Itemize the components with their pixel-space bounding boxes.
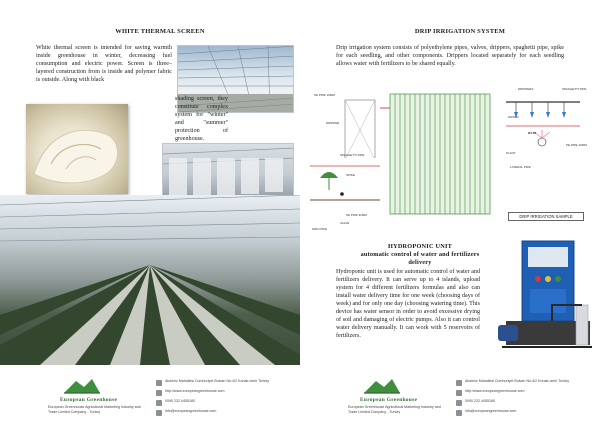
company-logo xyxy=(48,375,141,423)
hydroponic-title xyxy=(360,243,480,267)
diagram-label: LATERAL PIPE xyxy=(510,165,531,169)
globe-icon xyxy=(156,390,162,396)
diagram-label: PLANT xyxy=(506,151,516,155)
location-icon xyxy=(456,380,462,386)
contact-block xyxy=(456,379,596,419)
location-icon xyxy=(156,380,162,386)
diagram-label: PE PIPE 16MM xyxy=(314,93,335,97)
address-text: Akdeniz Mahallesi Cumhuriyet Bulvarı No:4/2 Konak-Izmir Turkey xyxy=(465,379,570,383)
diagram-label: SPAGHETTI PIPE xyxy=(562,87,587,91)
hydroponic-title-line2: automatic control of water and fertilizers delivery xyxy=(360,250,480,266)
diagram-label: VALVE xyxy=(340,221,350,225)
mail-icon xyxy=(156,410,162,416)
drip-irrigation-paragraph: Drip irrigation system consists of polyethylene pipes, valves, drippers, spaghetti pipe, spike for each seedling, and other components. Drippers located separately for each seedling allows water with fertilizers to be shared equally. xyxy=(336,45,564,68)
address-text: Akdeniz Mahallesi Cumhuriyet Bulvarı No:4/2 Konak-Izmir Turkey xyxy=(165,379,270,383)
hydroponic-title-line1: HYDROPONIC UNIT xyxy=(387,243,453,250)
right-page xyxy=(300,0,600,424)
mail-icon xyxy=(456,410,462,416)
web-link[interactable]: http://www.europeangreenhouse.com xyxy=(165,389,225,393)
address-row xyxy=(456,379,596,389)
greenhouse-logo-icon xyxy=(362,377,402,395)
diagram-label: PE PIPE 16MM xyxy=(566,143,587,147)
globe-icon xyxy=(456,390,462,396)
address-row xyxy=(156,379,296,389)
thermal-screen-paragraph: White thermal screen is intended for saving warmth inside greenhouse in winter, decreasing fuel consumption and electric power. Screen is three–layered construction from is inside and polymer fabric is outside. Along with black xyxy=(36,45,172,84)
diagram-label: PE PIPE 32MM xyxy=(346,213,367,217)
brand-name: European Greenhouse xyxy=(60,397,118,403)
diagram-label: MAIN PIPE xyxy=(312,227,328,230)
phone-text: 0090 232 4455180 xyxy=(165,399,195,403)
diagram-label: SPIKE xyxy=(346,173,355,177)
thermal-fabric-photo xyxy=(26,104,128,194)
drip-sample-tag: DRIP IRRIGATION SAMPLE xyxy=(508,212,584,221)
web-row[interactable] xyxy=(456,389,596,399)
phone-icon xyxy=(456,400,462,406)
thermal-screen-side-paragraph: shading screen, they constitute complex system for "winter" and "summer" protection of greenhouse. xyxy=(175,96,228,143)
diagram-label: DRIPPERS xyxy=(518,87,534,91)
diagram-label: WATER xyxy=(508,115,519,119)
company-name: European Greenhouse Agricultural Marketing Industry and Trade Limited Company - Turkey xyxy=(48,405,141,414)
web-row[interactable] xyxy=(156,389,296,399)
phone-row xyxy=(456,399,596,409)
hydroponic-paragraph: Hydroponic unit is used for automatic control of water and fertilizers delivery. It can serve up to 4 islands, upload system for 4 different fertilizers formulas and also can install water delivery time for one week (choosing days of week) and for only one day (choosing watering time). This device has water sensor in order to avoid excessive drying of soil and damaging of electric pumps. Also it can control water delivery manually. It can work with 5 reservoirs of fertilizers. xyxy=(336,269,480,340)
hydroponic-unit-photo xyxy=(492,235,596,359)
company-logo xyxy=(348,375,441,423)
phone-icon xyxy=(156,400,162,406)
thermal-screen-title: WHITE THERMAL SCREEN xyxy=(115,28,205,35)
email-link[interactable]: info@europeangreenhouse.com xyxy=(165,409,217,413)
web-link[interactable]: http://www.europeangreenhouse.com xyxy=(465,389,525,393)
email-link[interactable]: info@europeangreenhouse.com xyxy=(465,409,517,413)
greenhouse-interior-photo xyxy=(0,195,300,365)
diagram-label: Ø4.56 xyxy=(528,131,537,135)
company-name: European Greenhouse Agricultural Marketing Industry and Trade Limited Company - Turkey xyxy=(348,405,441,414)
email-row[interactable] xyxy=(456,409,596,419)
brand-name: European Greenhouse xyxy=(360,397,418,403)
footer-right xyxy=(300,375,600,424)
phone-row xyxy=(156,399,296,409)
footer-left xyxy=(0,375,300,424)
diagram-label: DRIPPER xyxy=(326,121,340,125)
diagram-label: SPAGHETTI PIPE xyxy=(340,153,365,157)
drip-irrigation-diagram xyxy=(310,82,600,230)
contact-block xyxy=(156,379,296,419)
greenhouse-logo-icon xyxy=(62,377,102,395)
email-row[interactable] xyxy=(156,409,296,419)
phone-text: 0090 232 4455180 xyxy=(465,399,495,403)
drip-irrigation-title: DRIP IRRIGATION SYSTEM xyxy=(414,28,506,35)
